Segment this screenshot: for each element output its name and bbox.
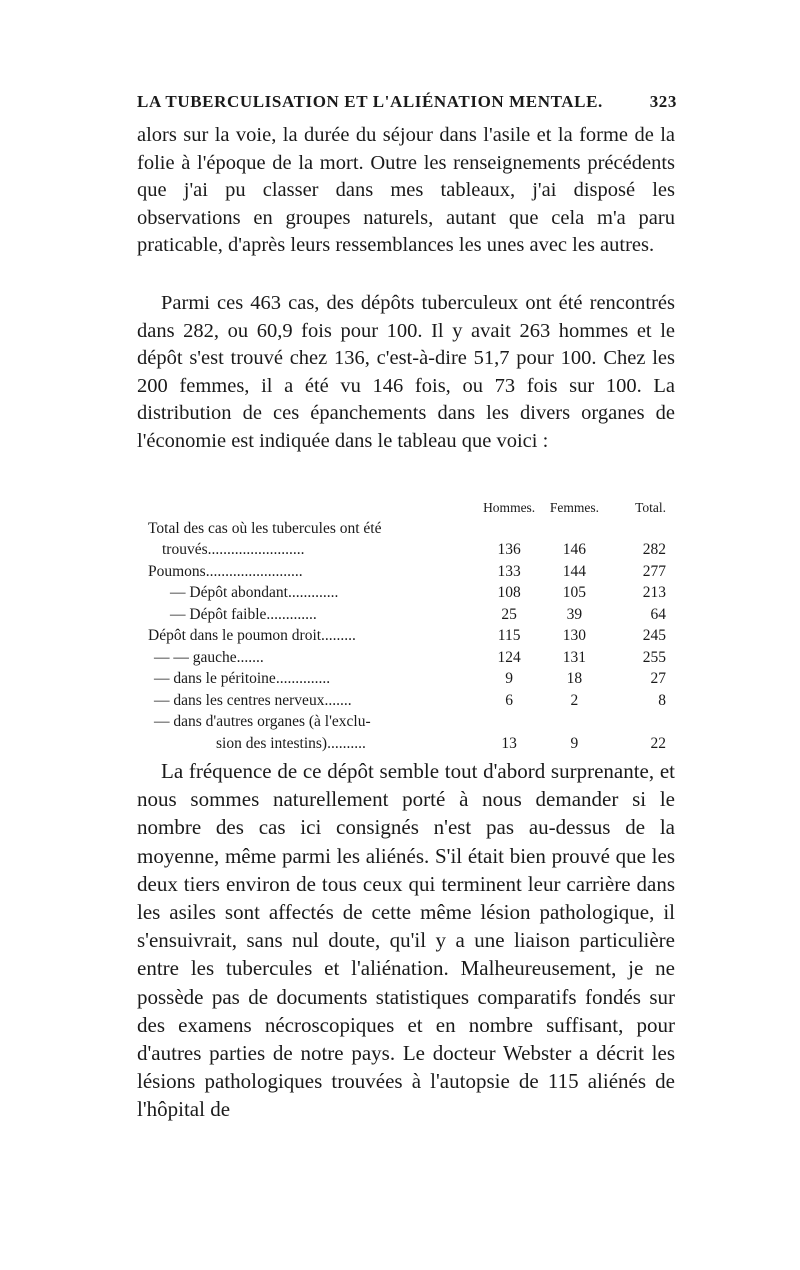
cell-hommes: 115 <box>497 627 521 644</box>
row-label: — dans d'autres organes (à l'exclu- <box>154 713 371 730</box>
cell-hommes: 124 <box>497 648 521 666</box>
row-label: sion des intestins).......... <box>216 734 366 752</box>
cell-femmes: 2 <box>570 691 579 709</box>
cell-hommes: 133 <box>497 562 521 580</box>
table-row <box>148 581 678 603</box>
cell-total: 277 <box>642 562 666 580</box>
cell-hommes: 9 <box>505 670 513 687</box>
row-label: — Dépôt abondant............. <box>170 584 339 601</box>
cell-femmes: 130 <box>562 627 587 644</box>
cell-hommes: 108 <box>497 584 521 601</box>
row-label: Poumons......................... <box>148 562 303 580</box>
cell-hommes: 25 <box>501 605 517 623</box>
table-header-row <box>148 494 678 516</box>
column-header-total: Total. <box>635 500 666 515</box>
row-label: — dans le péritoine.............. <box>154 670 331 687</box>
page-number: 323 <box>649 92 677 111</box>
paragraph-2 <box>137 290 675 456</box>
cell-hommes <box>476 516 542 538</box>
row-label: — Dépôt faible............. <box>170 605 317 623</box>
tuberculosis-table <box>148 494 678 753</box>
running-title: LA TUBERCULISATION ET L'ALIÉNATION MENTALE. <box>137 92 603 111</box>
table-row <box>148 731 678 753</box>
table-row <box>148 538 678 560</box>
table-row <box>148 667 678 689</box>
cell-femmes: 131 <box>562 648 587 666</box>
cell-femmes: 9 <box>570 734 579 752</box>
table-row <box>148 559 678 581</box>
cell-hommes <box>476 710 542 732</box>
paragraph-3-text: La fréquence de ce dépôt semble tout d'abord surprenante, et nous sommes naturellement porté à nous demander si le nombre des cas ici consignés n'est pas au-dessus de la moyenne, même parmi les aliénés. S'il était bien prouvé que les deux tiers environ de tous ceux qui terminent leur carrière dans les asiles sont affectés de cette même lésion pathologique, il s'ensuivrait, sans nul doute, qu'il y a une liaison particulière entre les tubercules et l'aliénation. Malheureusement, je ne possède pas de documents statistiques comparatifs fondés sur des examens nécroscopiques et en nombre suffisant, pour d'autres parties de notre pays. Le docteur Webster a décrit les lésions pathologiques trouvées à l'autopsie de 115 aliénés de l'hôpital de <box>137 759 675 1122</box>
row-label: — dans les centres nerveux....... <box>154 691 352 709</box>
cell-femmes: 105 <box>562 584 587 601</box>
cell-total: 213 <box>642 584 666 601</box>
row-label: Dépôt dans le poumon droit......... <box>148 627 356 644</box>
cell-femmes <box>542 710 607 732</box>
table-header-label <box>148 494 476 516</box>
cell-total: 255 <box>642 648 666 666</box>
table-row <box>148 645 678 667</box>
paragraph-2-text: Parmi ces 463 cas, des dépôts tuberculeux ont été rencontrés dans 282, ou 60,9 fois pour 100. Il y avait 263 hommes et le dépôt s'est trouvé chez 136, c'est-à-dire 51,7 pour 100. Chez les 200 femmes, il a été vu 146 fois, ou 73 fois sur 100. La distribution de ces épanchements dans les divers organes de l'économie est indiquée dans le tableau que voici : <box>137 292 675 452</box>
table-row <box>148 688 678 710</box>
cell-total: 27 <box>650 670 666 687</box>
table-row <box>148 516 678 538</box>
cell-femmes: 39 <box>566 605 583 623</box>
cell-hommes: 136 <box>497 541 521 558</box>
row-label: Total des cas où les tubercules ont été <box>148 519 382 537</box>
cell-total <box>607 516 678 538</box>
cell-femmes: 146 <box>562 541 587 558</box>
paragraph-1-text: alors sur la voie, la durée du séjour dans l'asile et la forme de la folie à l'époque de la mort. Outre les renseignements précédents que j'ai pu classer dans mes tableaux, j'ai disposé les observations en groupes naturels, autant que cela m'a paru praticable, d'après leurs ressemblances les unes avec les autres. <box>137 124 675 257</box>
cell-hommes: 6 <box>505 691 513 709</box>
cell-total <box>607 710 678 732</box>
cell-total: 282 <box>642 541 666 558</box>
cell-total: 8 <box>658 691 666 709</box>
paragraph-1 <box>137 122 675 260</box>
cell-total: 22 <box>650 734 666 752</box>
cell-total: 245 <box>642 627 666 644</box>
row-label: — — gauche....... <box>154 648 264 666</box>
cell-femmes: 144 <box>562 562 587 580</box>
paragraph-3 <box>137 757 675 1124</box>
column-header-hommes: Hommes. <box>483 500 536 515</box>
cell-hommes: 13 <box>501 734 517 752</box>
cell-total: 64 <box>650 605 666 623</box>
row-label: trouvés......................... <box>162 541 305 558</box>
table-row <box>148 624 678 646</box>
cell-femmes: 18 <box>566 670 583 687</box>
column-header-femmes: Femmes. <box>549 500 599 515</box>
table-row <box>148 710 678 732</box>
cell-femmes <box>542 516 607 538</box>
running-header <box>137 92 677 112</box>
table-row <box>148 602 678 624</box>
